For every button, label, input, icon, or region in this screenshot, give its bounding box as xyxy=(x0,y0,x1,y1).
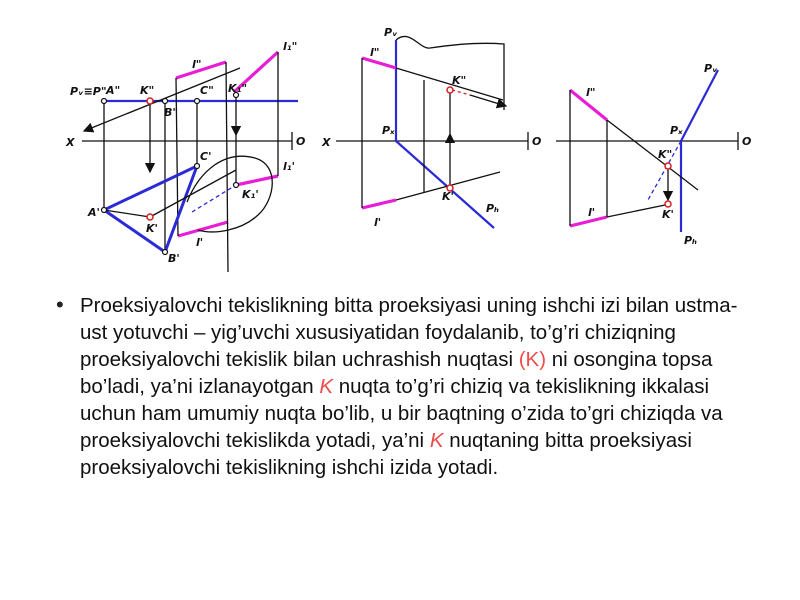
fig2-label-l2: l" xyxy=(370,46,380,59)
fig1-label-a1: A' xyxy=(88,206,100,219)
fig1-triangle-abc xyxy=(104,166,197,252)
fig1-label-l1-2: l₁" xyxy=(283,40,298,53)
fig1-label-a2: A" xyxy=(106,84,121,97)
fig1-point-b2 xyxy=(163,99,168,104)
fig3-point-k2 xyxy=(665,163,671,169)
fig1-label-c1: C' xyxy=(200,150,212,163)
fig1-label-c2: C" xyxy=(200,84,214,97)
fig3-label-px: Pₓ xyxy=(670,124,683,137)
explanation-paragraph xyxy=(80,292,760,481)
fig1-label-k1: K' xyxy=(146,222,158,235)
fig1-point-k1-1 xyxy=(234,183,239,188)
fig1-label-o: O xyxy=(296,135,306,148)
fig3-point-k1 xyxy=(665,201,671,207)
fig1-point-a1 xyxy=(102,208,107,213)
fig2-label-k2: K" xyxy=(452,74,467,87)
point-k-reference-paren: (K) xyxy=(518,348,547,371)
fig2-label-pv: Pᵥ xyxy=(384,26,398,39)
fig2-point-k2 xyxy=(447,87,453,93)
paragraph-text-1: Proeksiyalovchi tekislikning bitta proeksiyasi uning ishchi izi bilan ustma-ust yotuvchi – yig’uvchi xususiyatidan foydalanib, to’g’ri chiziqning proeksiyalovchi tekislik bilan uchrashish nuqtasi xyxy=(80,294,738,371)
fig3-label-k1: K' xyxy=(662,208,674,221)
fig2-line-l1 xyxy=(362,200,396,208)
fig1-label-b2: B" xyxy=(164,106,179,119)
fig2-label-o: O xyxy=(532,135,542,148)
figure-3 xyxy=(556,62,751,247)
fig2-line-l2 xyxy=(362,58,396,68)
fig3-label-l1: l' xyxy=(588,206,596,219)
fig1-label-l1: l' xyxy=(196,236,204,249)
fig1-label-l1-1: l₁' xyxy=(283,160,295,173)
paragraph-text-4: nuqtaning bitta proeksiyasi proeksiyalovchi tekislikning ishchi izida yotadi. xyxy=(80,429,692,479)
fig2-dash-arrow xyxy=(452,90,470,95)
paragraph-text-3: nuqta to’g’ri chiziq va tekislikning ikkalasi uchun ham umumiy nuqta bo’lib, u bir baqtning o’zida to’gri chiziqda va proeksiyalovchi tekislikda yotadi, ya’ni xyxy=(80,375,723,452)
fig3-label-l2: l" xyxy=(586,86,596,99)
fig3-plane-trace-pv xyxy=(681,70,718,141)
fig2-label-ph: Pₕ xyxy=(486,202,500,215)
fig1-point-c2 xyxy=(195,99,200,104)
fig3-line-l2-rest xyxy=(607,120,698,190)
point-k-reference-1: K xyxy=(319,375,334,398)
projection-diagrams xyxy=(0,0,800,290)
fig1-point-c1 xyxy=(195,164,200,169)
fig1-label-l2: l" xyxy=(192,58,202,71)
fig2-label-px: Pₓ xyxy=(382,124,395,137)
fig3-label-o: O xyxy=(742,135,752,148)
fig1-point-k2 xyxy=(147,98,153,104)
fig1-point-b1 xyxy=(163,250,168,255)
fig2-plane-trace-ph xyxy=(396,141,494,228)
fig1-label-k1-2: K₁" xyxy=(228,82,248,95)
fig3-line-l1-rest xyxy=(607,204,670,217)
fig3-label-ph: Pₕ xyxy=(684,234,698,247)
point-k-reference-2: K xyxy=(429,429,444,452)
fig1-plane-curve xyxy=(187,156,272,232)
fig1-label-pv-p: Pᵥ≡P" xyxy=(70,85,107,98)
fig1-line-l1 xyxy=(178,222,228,236)
figure-2 xyxy=(321,26,541,229)
fig1-line-arrow-left xyxy=(84,68,240,131)
fig1-label-k1-1: K₁' xyxy=(242,188,259,201)
bullet-marker: • xyxy=(56,292,64,317)
fig2-label-k1: K' xyxy=(442,190,454,203)
fig1-label-k2: K" xyxy=(140,84,155,97)
fig1-label-b1: B' xyxy=(168,252,180,265)
fig2-label-x: X xyxy=(322,136,331,149)
fig1-label-x: X xyxy=(66,136,75,149)
paragraph-text-2: ni osongina topsa bo’ladi, ya’ni izlanayotgan xyxy=(80,348,713,398)
fig2-line-arrow-right xyxy=(470,95,506,106)
fig3-label-pv: Pᵥ xyxy=(704,62,718,75)
fig3-label-k2: K" xyxy=(658,148,673,161)
fig1-dash-line xyxy=(192,185,236,212)
fig2-label-l1: l' xyxy=(374,216,382,229)
fig1-point-a2 xyxy=(102,99,107,104)
fig1-point-k1 xyxy=(147,214,153,220)
figure-1 xyxy=(65,40,305,272)
